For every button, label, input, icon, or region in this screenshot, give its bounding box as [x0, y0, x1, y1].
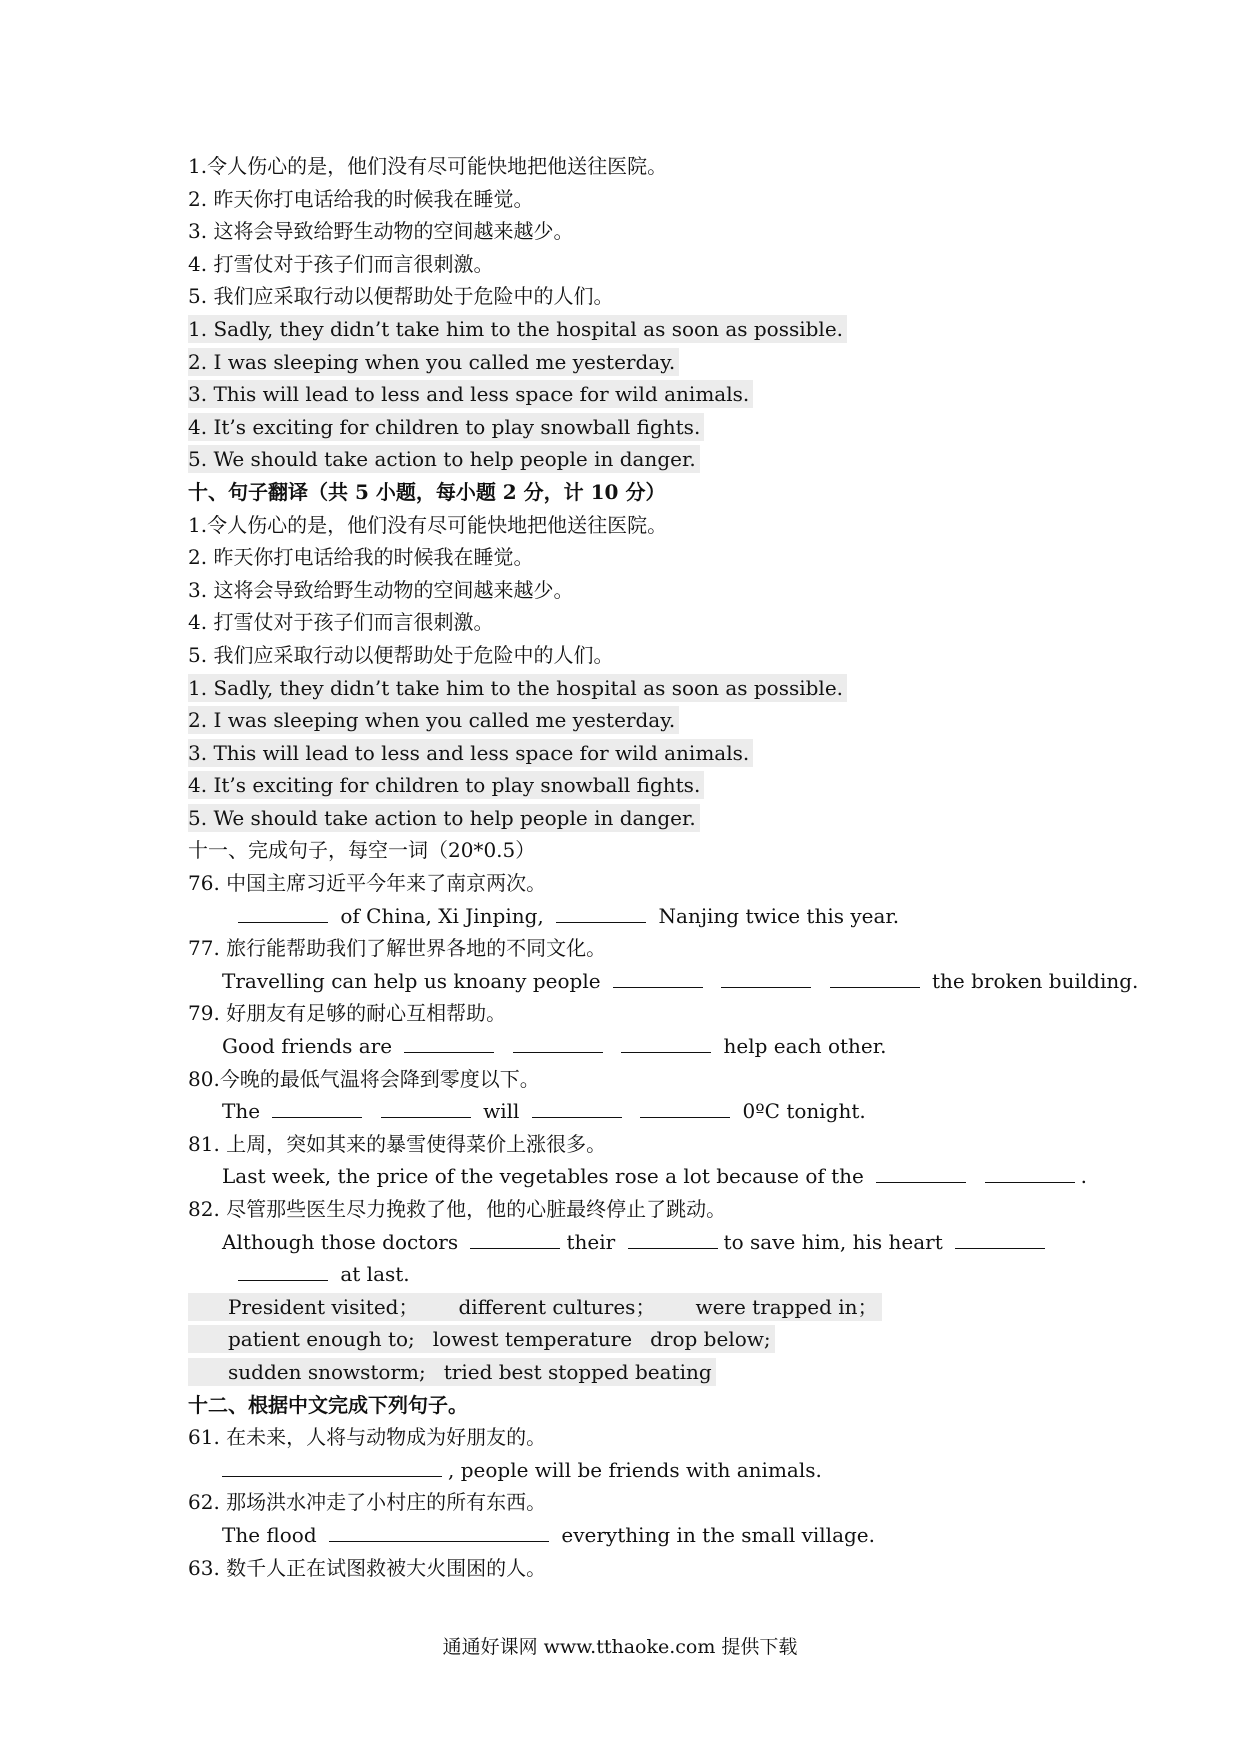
q81-en: Last week, the price of the vegetables rose a lot because of the .: [222, 1164, 1087, 1189]
cn-sentence-1: 1.令人伤心的是，他们没有尽可能快地把他送往医院。: [188, 512, 668, 537]
q79-cn: 79. 好朋友有足够的耐心互相帮助。: [188, 1001, 507, 1026]
section-10-title: 十、句子翻译（共 5 小题，每小题 2 分，计 10 分）: [188, 479, 666, 504]
en-answer-1: 1. Sadly, they didn’t take him to the hospital as soon as possible.: [188, 315, 847, 343]
q63-cn: 63. 数千人正在试图救被大火围困的人。: [188, 1555, 547, 1580]
en-answer-5: 5. We should take action to help people in danger.: [188, 445, 700, 473]
page-footer: 通通好课网 www.tthaoke.com 提供下载: [442, 1636, 798, 1658]
section-12-title: 十二、根据中文完成下列句子。: [188, 1392, 468, 1417]
answer-blank[interactable]: [238, 1262, 328, 1281]
q79-en: Good friends are help each other.: [222, 1034, 887, 1059]
q62-cn: 62. 那场洪水冲走了小村庄的所有东西。: [188, 1490, 547, 1515]
answer-blank[interactable]: [272, 1099, 362, 1118]
answer-blank[interactable]: [955, 1230, 1045, 1249]
q61-en: , people will be friends with animals.: [188, 1454, 1088, 1487]
cn-sentence-3: 3. 这将会导致给野生动物的空间越来越少。: [188, 219, 574, 244]
cn-sentence-4: 4. 打雪仗对于孩子们而言很刺激。: [188, 251, 494, 276]
en-answer-1: 1. Sadly, they didn’t take him to the hospital as soon as possible.: [188, 674, 847, 702]
answer-blank[interactable]: [830, 969, 920, 988]
en-answer-4: 4. It’s exciting for children to play snowball fights.: [188, 413, 704, 441]
cn-sentence-3: 3. 这将会导致给野生动物的空间越来越少。: [188, 577, 574, 602]
section-11-title: 十一、完成句子，每空一词（20*0.5）: [188, 838, 536, 863]
answer-blank[interactable]: [621, 1034, 711, 1053]
q77-en: Travelling can help us knoany people the broken building.: [222, 968, 1139, 993]
q76-en: of China, Xi Jinping, Nanjing twice this year.: [188, 900, 1088, 933]
q80-en: The will 0ºC tonight.: [222, 1099, 866, 1124]
en-answer-4: 4. It’s exciting for children to play snowball fights.: [188, 771, 704, 799]
q76-cn: 76. 中国主席习近平今年来了南京两次。: [188, 871, 547, 896]
answer-blank[interactable]: [404, 1034, 494, 1053]
cn-sentence-4: 4. 打雪仗对于孩子们而言很刺激。: [188, 610, 494, 635]
answer-blank[interactable]: [238, 904, 328, 923]
en-answer-5: 5. We should take action to help people in danger.: [188, 804, 700, 832]
answer-key-row-2: patient enough to; lowest temperature drop below;: [188, 1323, 1088, 1356]
answer-blank[interactable]: [876, 1164, 966, 1183]
en-answer-2: 2. I was sleeping when you called me yesterday.: [188, 706, 679, 734]
answer-blank[interactable]: [721, 969, 811, 988]
answer-blank[interactable]: [513, 1034, 603, 1053]
en-answer-2: 2. I was sleeping when you called me yesterday.: [188, 348, 679, 376]
cn-sentence-5: 5. 我们应采取行动以便帮助处于危险中的人们。: [188, 284, 614, 309]
q80-cn: 80.今晚的最低气温将会降到零度以下。: [188, 1066, 540, 1091]
q82-en: Although those doctors their to save him, his heart: [188, 1226, 1088, 1259]
en-answer-3: 3. This will lead to less and less space for wild animals.: [188, 380, 753, 408]
cn-sentence-2: 2. 昨天你打电话给我的时候我在睡觉。: [188, 545, 534, 570]
cn-sentence-2: 2. 昨天你打电话给我的时候我在睡觉。: [188, 186, 534, 211]
answer-blank[interactable]: [628, 1230, 718, 1249]
answer-blank[interactable]: [532, 1099, 622, 1118]
answer-blank[interactable]: [556, 904, 646, 923]
cn-sentence-1: 1.令人伤心的是，他们没有尽可能快地把他送往医院。: [188, 154, 668, 178]
answer-blank[interactable]: [640, 1099, 730, 1118]
q61-cn: 61. 在未来，人将与动物成为好朋友的。: [188, 1425, 547, 1450]
answer-blank[interactable]: [470, 1230, 560, 1249]
q82-cn: 82. 尽管那些医生尽力挽救了他，他的心脏最终停止了跳动。: [188, 1197, 727, 1221]
cn-sentence-5: 5. 我们应采取行动以便帮助处于危险中的人们。: [188, 642, 614, 667]
answer-key-row-3: sudden snowstorm; tried best stopped beating: [188, 1356, 1088, 1389]
answer-blank[interactable]: [613, 969, 703, 988]
answer-key-row-1: President visited； different cultures； were trapped in；: [188, 1291, 1088, 1324]
q62-en: The flood everything in the small village.: [222, 1522, 876, 1547]
worksheet-page: [188, 150, 1139, 1584]
answer-blank[interactable]: [381, 1099, 471, 1118]
q81-cn: 81. 上周，突如其来的暴雪使得菜价上涨很多。: [188, 1131, 607, 1156]
answer-blank[interactable]: [985, 1164, 1075, 1183]
q82-en-cont: at last.: [188, 1258, 1088, 1291]
answer-blank[interactable]: [329, 1523, 549, 1542]
q77-cn: 77. 旅行能帮助我们了解世界各地的不同文化。: [188, 936, 607, 961]
en-answer-3: 3. This will lead to less and less space for wild animals.: [188, 739, 753, 767]
answer-blank[interactable]: [222, 1458, 442, 1477]
